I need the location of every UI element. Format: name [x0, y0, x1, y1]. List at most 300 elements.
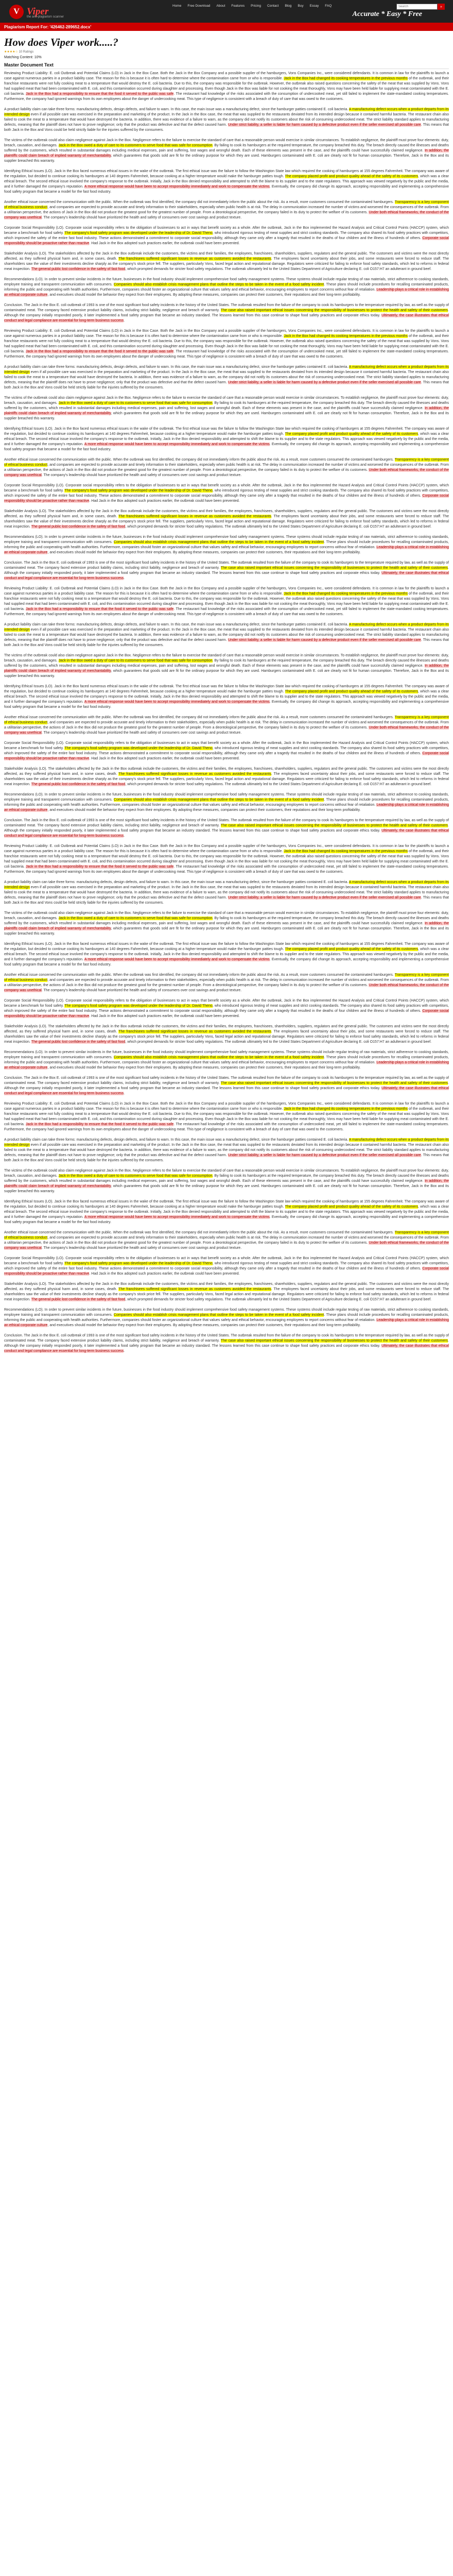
paragraph-text: A product liability claim can take three forms: manufacturing defects, design defects, and failure to warn. In this case, the main issue was a manufacturing defect, since the hamburger patties contained E. coli bacteria.	[4, 880, 349, 884]
paragraph-text: Conclusion. The Jack in the Box E. coli outbreak of 1993 is one of the most significant food safety incidents in the history of the United States. The outbreak resulted from the failure of the company to cook its hamburgers to the temperature required by law, as well as the supply of contaminated meat. The company faced extensive product liability claims, including strict liability, negligence and breach of warranty.	[4, 1076, 449, 1085]
document-paragraph	[4, 200, 449, 221]
paragraph-text: Another ethical issue concerned the communication with the public. When the outbreak was first identified, the company did not immediately inform the public about the risk. As a result, more customers consumed the contaminated hamburgers.	[4, 973, 395, 977]
paragraph-text: . Eventually, the company did change its approach, accepting responsibility and implementing a comprehensive food safety program that became a model for the fast food industry.	[4, 958, 449, 967]
paragraph-text: . The employees faced uncertainty about their jobs, and some restaurants were forced to reduce staff. The shareholders saw the value of their investments decline sharply as the company's stock price fell. The suppliers, particularly Vons, faced legal action and reputational damage. Regulators were criticized for failing to enforce food safety standards, which led to reforms in federal meat inspection.	[4, 515, 449, 529]
site-search	[396, 4, 445, 10]
matched-text-highlight[interactable]: Jack in the Box owed a duty of care to its customers to serve food that was safe for consumption	[58, 401, 213, 405]
paragraph-text: . By failing to cook its hamburgers at the required temperature, the company breached this duty. The breach directly caused the illnesses and deaths suffered by the customers, which resulted in substantial damages including medical expenses, pain and suffering, lost wages and wrongful death. Each of these elements was present in the case, and the plaintiffs could have successfully claimed negligence.	[4, 659, 449, 668]
document-paragraph	[4, 535, 449, 555]
matched-source-highlight[interactable]: Under strict liability, a seller is liable for harm caused by a defective product even if the seller exercised all possible care	[228, 638, 421, 642]
matched-text-highlight[interactable]: Jack in the Box had changed its cooking temperatures in the previous months	[284, 850, 408, 853]
document-paragraph	[4, 107, 449, 133]
matched-source-highlight[interactable]: Jack in the Box had a responsibility to ensure that the food it served to the public was safe	[26, 1123, 174, 1126]
paragraph-text: . Had Jack in the Box adopted such practices earlier, the outbreak could have been prevented.	[89, 499, 240, 503]
paragraph-text: . Although the company initially responded poorly, it later implemented a food safety program that became an industry standard. The lessons learned from this case continue to shape food safety practices and corporate ethics today.	[4, 309, 449, 317]
paragraph-text: . The restaurant had knowledge of the risks associated with the consumption of undercooked meat, yet still failed to implement the state-mandated cooking temperatures. Furthermore, the company had ignored warnings from its own employees about the danger of undercooking meat. This type of negligence is consistent with a breach of duty of care that was owed to the customers.	[4, 1123, 449, 1131]
paragraph-text: . The restaurant had knowledge of the risks associated with the consumption of undercooked meat, yet still failed to implement the state-mandated cooking temperatures. Furthermore, the company had ignored warnings from its own employees about the danger of undercooking meat. This type of negligence is consistent with a breach of duty of care that was owed to the customers.	[4, 607, 449, 616]
paragraph-text: even if all possible care was exercised in the preparation and marketing of the product. In the Jack in the Box case, the meat that was supplied to the restaurants deviated from its intended design because it contained harmful bacteria. The restaurant chain also failed to cook the meat to a temperature that would have destroyed the bacteria. In addition, there was evidence of a failure to warn, as the company did not notify its customers about the risk of consuming undercooked meat. The strict liability standard applies to manufacturing defects, meaning that the plaintiff does not have to prove negligence; only that the product was defective and that the defect caused harm.	[4, 113, 449, 127]
matched-text-highlight[interactable]: The franchisees suffered significant losses in revenue as customers avoided the restaurants	[118, 1030, 271, 1033]
paragraph-text: Recommendations (LO). In order to prevent similar incidents in the future, businesses in the food industry should implement comprehensive food safety management systems. These systems should include regular testing of raw materials, strict adherence to cooking standards, employee training and transparent communication with consumers.	[4, 1050, 449, 1059]
site-logo[interactable]	[9, 2, 48, 22]
paragraph-text: The victims of the outbreak could also claim negligence against Jack in the Box. Negligence refers to the failure to exercise the standard of care that a reasonable person would exercise in similar circumstances. To establish negligence, the plaintiff must prove four elements: duty, breach, causation, and damages.	[4, 1169, 449, 1178]
paragraph-text: Corporate Social Responsibility (LO). Corporate social responsibility refers to the obligation of businesses to act in ways that benefit society as a whole. After the outbreak, Jack in the Box implemented the Hazard Analysis and Critical Control Points (HACCP) system, which became a benchmark for food safety.	[4, 999, 449, 1008]
header-slogan: Accurate * Easy * Free	[352, 10, 422, 18]
paragraph-text: , which guarantees that goods sold are fit for the ordinary purpose for which they are used. Hamburgers contaminated with E. coli are clearly not fit for human consumption. Therefore, Jack in the Box and its supplier breached this warranty.	[4, 1184, 449, 1193]
matched-source-highlight[interactable]: The general public lost confidence in the safety of fast food	[31, 1298, 126, 1301]
document-body	[4, 71, 449, 2576]
matched-source-highlight[interactable]: A more ethical response would have been to accept responsibility immediately and work to compensate the victims	[84, 185, 270, 189]
document-paragraph	[4, 622, 449, 648]
paragraph-text: . This means that both Jack in the Box and Vons could be held strictly liable for the injuries suffered by the consumers.	[4, 638, 449, 647]
paragraph-text: , who introduced rigorous testing of meat supplies and strict cooking standards. The company also shared its food safety practices with competitors, which improved the safety of the entire fast food industry. These actions demonstrated a commitment to corporate social responsibility, although they came only after a tragedy that resulted in the deaths of four children and the illness of hundreds of others.	[4, 747, 449, 755]
paragraph-text: A product liability claim can take three forms: manufacturing defects, design defects, and failure to warn. In this case, the main issue was a manufacturing defect, since the hamburger patties contained E. coli bacteria.	[4, 1138, 349, 1142]
paragraph-text: Conclusion. The Jack in the Box E. coli outbreak of 1993 is one of the most significant food safety incidents in the history of the United States. The outbreak resulted from the failure of the company to cook its hamburgers to the temperature required by law, as well as the supply of contaminated meat. The company faced extensive product liability claims, including strict liability, negligence and breach of warranty.	[4, 303, 449, 312]
paragraph-text: Stakeholder Analysis (LO). The stakeholders affected by the Jack in the Box outbreak include the customers, the victims and their families, the employees, franchisees, shareholders, suppliers, regulators and the general public. The customers and victims were the most directly affected, as they suffered physical harm and, in some cases, death.	[4, 510, 449, 518]
matched-text-highlight[interactable]: Transparency is a key component of ethical business conduct	[4, 200, 449, 209]
nav-link-pricing[interactable]: Pricing	[251, 4, 261, 8]
matched-source-highlight[interactable]: In addition, the plaintiffs could claim breach of implied warranty of merchantability	[4, 664, 449, 673]
matched-text-highlight[interactable]: The company placed profit and product quality ahead of the safety of its customers	[285, 947, 419, 951]
matched-text-highlight[interactable]: Jack in the Box owed a duty of care to its customers to serve food that was safe for consumption	[58, 917, 213, 920]
page-title: How does Viper work.....?	[4, 36, 118, 48]
paragraph-text: The victims of the outbreak could also claim negligence against Jack in the Box. Negligence refers to the failure to exercise the standard of care that a reasonable person would exercise in similar circumstances. To establish negligence, the plaintiff must prove four elements: duty, breach, causation, and damages.	[4, 139, 449, 147]
matched-text-highlight[interactable]: A manufacturing defect occurs when a product departs from its intended design	[4, 623, 449, 632]
paragraph-text: . The company's leadership should have prioritized the health and safety of consumers over cost savings and product texture.	[41, 473, 242, 477]
paragraph-text: . The company's leadership should have prioritized the health and safety of consumers over cost savings and product texture.	[41, 989, 242, 992]
matched-source-highlight[interactable]: The general public lost confidence in the safety of fast food	[31, 267, 126, 271]
paragraph-text: , who introduced rigorous testing of meat supplies and strict cooking standards. The company also shared its food safety practices with competitors, which improved the safety of the entire fast food industry. These actions demonstrated a commitment to corporate social responsibility, although they came only after a tragedy that resulted in the deaths of four children and the illness of hundreds of others.	[4, 489, 449, 498]
matched-text-highlight[interactable]: Jack in the Box owed a duty of care to its customers to serve food that was safe for consumption	[58, 144, 213, 147]
document-paragraph	[4, 973, 449, 993]
matched-text-highlight[interactable]: Companies should also establish crisis management plans that outline the steps to be taken in the event of a food safety incident	[113, 540, 324, 544]
matched-source-highlight[interactable]: Under both ethical frameworks, the conduct of the company was unethical	[4, 1241, 449, 1250]
paragraph-text: . Although the company initially responded poorly, it later implemented a food safety program that became an industry standard. The lessons learned from this case continue to shape food safety practices and corporate ethics today.	[4, 824, 449, 833]
matched-source-highlight[interactable]: Leadership plays a critical role in establishing an ethical corporate culture	[4, 288, 449, 297]
document-paragraph	[4, 653, 449, 679]
matched-source-highlight[interactable]: Under both ethical frameworks, the conduct of the company was unethical	[4, 726, 449, 735]
nav-link-home[interactable]: Home	[172, 4, 182, 8]
paragraph-text: . This means that both Jack in the Box and Vons could be held strictly liable for the injuries suffered by the consumers.	[4, 123, 449, 132]
paragraph-text: .	[124, 1092, 125, 1095]
paragraph-text: . The restaurant had knowledge of the risks associated with the consumption of undercooked meat, yet still failed to implement the state-mandated cooking temperatures. Furthermore, the company had ignored warnings from its own employees about the danger of undercooking meat. This type of negligence is consistent with a breach of duty of care that was owed to the customers.	[4, 350, 449, 359]
document-paragraph	[4, 741, 449, 761]
paragraph-text: , which prompted demands for stricter food safety regulations. The outbreak ultimately led to the United States Department of Agriculture declaring E. coli O157:H7 an adulterant in ground beef.	[125, 783, 432, 786]
matched-source-highlight[interactable]: Corporate social responsibility should be proactive rather than reactive	[4, 236, 449, 245]
paragraph-text: .	[124, 319, 125, 323]
paragraph-text: Reviewing Product Liability: E. coli Outbreak and Potential Claims (LO) in Jack in the Box Case. Both the Jack in the Box Company and a possible supplier of the hamburgers, Vons Companies Inc., were considered defendants. It is common in law for the plaintiffs to launch a case against numerous parties in a product liability case. The reason for this is because it is often hard to determine where the contamination came from or who is responsible.	[4, 329, 449, 338]
report-title-bar: Plagiarism Report For: '426462-289652.docx'	[0, 24, 453, 31]
matched-text-highlight[interactable]: The company placed profit and product quality ahead of the safety of its customers	[285, 432, 419, 436]
matched-text-highlight[interactable]: Companies should also establish crisis management plans that outline the steps to be taken in the event of a food safety incident	[113, 1313, 324, 1317]
paragraph-text: . The restaurant had knowledge of the risks associated with the consumption of undercooked meat, yet still failed to implement the state-mandated cooking temperatures. Furthermore, the company had ignored warnings from its own employees about the danger of undercooking meat. This type of negligence is consistent with a breach of duty of care that was owed to the customers.	[4, 865, 449, 874]
paragraph-text: . Although the company initially responded poorly, it later implemented a food safety program that became an industry standard. The lessons learned from this case continue to shape food safety practices and corporate ethics today.	[4, 566, 449, 575]
matched-source-highlight[interactable]: Ultimately, the case illustrates that ethical conduct and legal compliance are essential for long-term business success	[4, 314, 449, 323]
paragraph-text: . Eventually, the company did change its approach, accepting responsibility and implementing a comprehensive food safety program that became a model for the fast food industry.	[4, 1215, 449, 1224]
matched-text-highlight[interactable]: Jack in the Box had changed its cooking temperatures in the previous months	[284, 334, 408, 338]
paragraph-text: . Had Jack in the Box adopted such practices earlier, the outbreak could have been prevented.	[89, 1272, 240, 1276]
document-paragraph	[4, 1050, 449, 1071]
paragraph-text: , which prompted demands for stricter food safety regulations. The outbreak ultimately led to the United States Department of Agriculture declaring E. coli O157:H7 an adulterant in ground beef.	[125, 1040, 432, 1044]
document-paragraph	[4, 1138, 449, 1163]
paragraph-text: , which prompted demands for stricter food safety regulations. The outbreak ultimately led to the United States Department of Agriculture declaring E. coli O157:H7 an adulterant in ground beef.	[125, 525, 432, 529]
paragraph-text: Stakeholder Analysis (LO). The stakeholders affected by the Jack in the Box outbreak include the customers, the victims and their families, the employees, franchisees, shareholders, suppliers, regulators and the general public. The customers and victims were the most directly affected, as they suffered physical harm and, in some cases, death.	[4, 767, 449, 776]
matched-text-highlight[interactable]: Companies should also establish crisis management plans that outline the steps to be taken in the event of a food safety incident	[113, 283, 324, 286]
matched-text-highlight[interactable]: The case also raised important ethical issues concerning the responsibility of businesses to protect the health and safety of their customers	[220, 566, 448, 570]
paragraph-text: , which prompted demands for stricter food safety regulations. The outbreak ultimately led to the United States Department of Agriculture declaring E. coli O157:H7 an adulterant in ground beef.	[125, 1298, 432, 1301]
paragraph-text: . These plans should include procedures for recalling contaminated products, informing the public and cooperating with health authorities. Furthermore, companies should foster an organizational culture that values safety and ethical behavior, encouraging employees to report concerns without fear of retaliation.	[4, 798, 449, 807]
paragraph-text: . By failing to cook its hamburgers at the required temperature, the company breached this duty. The breach directly caused the illnesses and deaths suffered by the customers, which resulted in substantial damages including medical expenses, pain and suffering, lost wages and wrongful death. Each of these elements was present in the case, and the plaintiffs could have successfully claimed negligence.	[4, 144, 449, 152]
paragraph-text: , and executives should model the behavior they expect from their employees. By adopting these measures, companies can protect their customers, their reputations and their long-term profitability.	[47, 293, 361, 297]
paragraph-text: A product liability claim can take three forms: manufacturing defects, design defects, and failure to warn. In this case, the main issue was a manufacturing defect, since the hamburger patties contained E. coli bacteria.	[4, 365, 349, 369]
document-paragraph	[4, 561, 449, 581]
paragraph-text: Another ethical issue concerned the communication with the public. When the outbreak was first identified, the company did not immediately inform the public about the risk. As a result, more customers consumed the contaminated hamburgers.	[4, 1231, 395, 1234]
document-paragraph	[4, 509, 449, 530]
paragraph-text: of the outbreak, and their franchise restaurants were not fully cooking meat to a temperature that would destroy the E. coli bacteria. Due to this, the company was responsible for the outbreak. However, the outbreak also raised questions concerning the safety of the meat that was supplied by Vons. Vons had supplied meat that had been contaminated with E. coli, and this contamination occurred during slaughter and processing. Even though Jack in the Box was liable for not cooking the meat thoroughly, Vons may have been held liable for supplying meat contaminated with the E. coli bacteria.	[4, 592, 449, 611]
paragraph-text: Corporate Social Responsibility (LO). Corporate social responsibility refers to the obligation of businesses to act in ways that benefit society as a whole. After the outbreak, Jack in the Box implemented the Hazard Analysis and Critical Control Points (HACCP) system, which became a benchmark for food safety.	[4, 1257, 449, 1265]
document-paragraph	[4, 277, 449, 298]
paragraph-text: , and companies are expected to provide accurate and timely information to their stakeholders, especially when public health is at risk. The delay in communication increased the number of victims and worsened the consequences of the outbreak. From a utilitarian perspective, the actions of Jack in the Box did not produce the greatest good for the greatest number of people. From a deontological perspective, the company failed in its duty to protect the welfare of its customers.	[4, 721, 449, 730]
paragraph-text: even if all possible care was exercised in the preparation and marketing of the product. In the Jack in the Box case, the meat that was supplied to the restaurants deviated from its intended design because it contained harmful bacteria. The restaurant chain also failed to cook the meat to a temperature that would have destroyed the bacteria. In addition, there was evidence of a failure to warn, as the company did not notify its customers about the risk of consuming undercooked meat. The strict liability standard applies to manufacturing defects, meaning that the plaintiff does not have to prove negligence; only that the product was defective and that the defect caused harm.	[4, 1143, 449, 1157]
nav-link-buy[interactable]: Buy	[298, 4, 304, 8]
matched-source-highlight[interactable]: Leadership plays a critical role in establishing an ethical corporate culture	[4, 546, 449, 554]
paragraph-text: Conclusion. The Jack in the Box E. coli outbreak of 1993 is one of the most significant food safety incidents in the history of the United States. The outbreak resulted from the failure of the company to cook its hamburgers to the temperature required by law, as well as the supply of contaminated meat. The company faced extensive product liability claims, including strict liability, negligence and breach of warranty.	[4, 1334, 449, 1343]
main-content	[0, 31, 453, 2576]
paragraph-text: .	[124, 1349, 125, 1353]
matched-source-highlight[interactable]: Jack in the Box had a responsibility to ensure that the food it served to the public was safe	[26, 92, 174, 96]
matched-text-highlight[interactable]: Jack in the Box owed a duty of care to its customers to serve food that was safe for consumption	[58, 1174, 213, 1178]
document-paragraph	[4, 1333, 449, 1354]
matched-text-highlight[interactable]: The company's food safety program was developed under the leadership of Dr. David Theno	[64, 1004, 213, 1008]
paragraph-text: . Had Jack in the Box adopted such practices earlier, the outbreak could have been prevented.	[89, 757, 240, 760]
matched-text-highlight[interactable]: Transparency is a key component of ethical business conduct	[4, 458, 449, 467]
paragraph-text: The victims of the outbreak could also claim negligence against Jack in the Box. Negligence refers to the failure to exercise the standard of care that a reasonable person would exercise in similar circumstances. To establish negligence, the plaintiff must prove four elements: duty, breach, causation, and damages.	[4, 396, 449, 405]
matched-text-highlight[interactable]: The company's food safety program was developed under the leadership of Dr. David Theno	[64, 231, 213, 235]
paragraph-text: , and executives should model the behavior they expect from their employees. By adopting these measures, companies can protect their customers, their reputations and their long-term profitability.	[47, 551, 361, 554]
matched-source-highlight[interactable]: Under strict liability, a seller is liable for harm caused by a defective product even if the seller exercised all possible care	[228, 896, 421, 900]
matched-source-highlight[interactable]: A more ethical response would have been to accept responsibility immediately and work to compensate the victims	[84, 958, 270, 961]
paragraph-text: even if all possible care was exercised in the preparation and marketing of the product. In the Jack in the Box case, the meat that was supplied to the restaurants deviated from its intended design because it contained harmful bacteria. The restaurant chain also failed to cook the meat to a temperature that would have destroyed the bacteria. In addition, there was evidence of a failure to warn, as the company did not notify its customers about the risk of consuming undercooked meat. The strict liability standard applies to manufacturing defects, meaning that the plaintiff does not have to prove negligence; only that the product was defective and that the defect caused harm.	[4, 886, 449, 900]
paragraph-text: A product liability claim can take three forms: manufacturing defects, design defects, and failure to warn. In this case, the main issue was a manufacturing defect, since the hamburger patties contained E. coli bacteria.	[4, 623, 349, 626]
rating-stars-icon: ★★★★☆	[4, 50, 18, 54]
document-paragraph	[4, 818, 449, 839]
paragraph-text: Recommendations (LO). In order to prevent similar incidents in the future, businesses in the food industry should implement comprehensive food safety management systems. These systems should include regular testing of raw materials, strict adherence to cooking standards, employee training and transparent communication with consumers.	[4, 1308, 449, 1317]
matched-text-highlight[interactable]: The case also raised important ethical issues concerning the responsibility of businesses to protect the health and safety of their customers	[220, 1339, 448, 1343]
document-paragraph	[4, 1308, 449, 1328]
paragraph-text: Another ethical issue concerned the communication with the public. When the outbreak was first identified, the company did not immediately inform the public about the risk. As a result, more customers consumed the contaminated hamburgers.	[4, 458, 395, 462]
paragraph-text: . Although the company initially responded poorly, it later implemented a food safety program that became an industry standard. The lessons learned from this case continue to shape food safety practices and corporate ethics today.	[4, 1339, 449, 1348]
nav-link-essay[interactable]: Essay	[309, 4, 319, 8]
paragraph-text: Recommendations (LO). In order to prevent similar incidents in the future, businesses in the food industry should implement comprehensive food safety management systems. These systems should include regular testing of raw materials, strict adherence to cooking standards, employee training and transparent communication with consumers.	[4, 793, 449, 802]
paragraph-text: . The employees faced uncertainty about their jobs, and some restaurants were forced to reduce staff. The shareholders saw the value of their investments decline sharply as the company's stock price fell. The suppliers, particularly Vons, faced legal action and reputational damage. Regulators were criticized for failing to enforce food safety standards, which led to reforms in federal meat inspection.	[4, 1287, 449, 1301]
nav-link-contact[interactable]: Contact	[267, 4, 279, 8]
document-paragraph	[4, 457, 449, 478]
document-paragraph	[4, 138, 449, 164]
matched-source-highlight[interactable]: A more ethical response would have been to accept responsibility immediately and work to compensate the victims	[84, 443, 270, 446]
paragraph-text: Reviewing Product Liability: E. coli Outbreak and Potential Claims (LO) in Jack in the Box Case. Both the Jack in the Box Company and a possible supplier of the hamburgers, Vons Companies Inc., were considered defendants. It is common in law for the plaintiffs to launch a case against numerous parties in a product liability case. The reason for this is because it is often hard to determine where the contamination came from or who is responsible.	[4, 1102, 449, 1111]
matched-source-highlight[interactable]: Leadership plays a critical role in establishing an ethical corporate culture	[4, 803, 449, 812]
paragraph-text: . These plans should include procedures for recalling contaminated products, informing the public and cooperating with health authorities. Furthermore, companies should foster an organizational culture that values safety and ethical behavior, encouraging employees to report concerns without fear of retaliation.	[4, 283, 449, 292]
paragraph-text: , and executives should model the behavior they expect from their employees. By adopting these measures, companies can protect their customers, their reputations and their long-term profitability.	[47, 1066, 361, 1070]
matched-source-highlight[interactable]: Leadership plays a critical role in establishing an ethical corporate culture	[4, 1061, 449, 1070]
matched-source-highlight[interactable]: Ultimately, the case illustrates that ethical conduct and legal compliance are essential for long-term business success	[4, 571, 449, 580]
matched-text-highlight[interactable]: A manufacturing defect occurs when a product departs from its intended design	[4, 1138, 449, 1147]
paragraph-text: Another ethical issue concerned the communication with the public. When the outbreak was first identified, the company did not immediately inform the public about the risk. As a result, more customers consumed the contaminated hamburgers.	[4, 716, 395, 719]
paragraph-text: Conclusion. The Jack in the Box E. coli outbreak of 1993 is one of the most significant food safety incidents in the history of the United States. The outbreak resulted from the failure of the company to cook its hamburgers to the temperature required by law, as well as the supply of contaminated meat. The company faced extensive product liability claims, including strict liability, negligence and breach of warranty.	[4, 561, 449, 570]
matched-text-highlight[interactable]: Jack in the Box owed a duty of care to its customers to serve food that was safe for consumption	[58, 659, 213, 663]
paragraph-text: Recommendations (LO). In order to prevent similar incidents in the future, businesses in the food industry should implement comprehensive food safety management systems. These systems should include regular testing of raw materials, strict adherence to cooking standards, employee training and transparent communication with consumers.	[4, 278, 449, 286]
paragraph-text: .	[124, 834, 125, 838]
paragraph-text: . This means that both Jack in the Box and Vons could be held strictly liable for the injuries suffered by the consumers.	[4, 381, 449, 389]
paragraph-text: , which was a clear ethical breach. The second ethical issue involved the company's response to the outbreak. Initially, Jack in the Box denied responsibility and attempted to shift the blame to its supplier and to the state regulators. This approach was viewed negatively by the public and the media, and it further damaged the company's reputation.	[4, 432, 449, 446]
matched-source-highlight[interactable]: Under strict liability, a seller is liable for harm caused by a defective product even if the seller exercised all possible care	[228, 381, 421, 384]
paragraph-text: . The restaurant had knowledge of the risks associated with the consumption of undercooked meat, yet still failed to implement the state-mandated cooking temperatures. Furthermore, the company had ignored warnings from its own employees about the danger of undercooking meat. This type of negligence is consistent with a breach of duty of care that was owed to the customers.	[4, 92, 449, 101]
paragraph-text: . Eventually, the company did change its approach, accepting responsibility and implementing a comprehensive food safety program that became a model for the fast food industry.	[4, 185, 449, 194]
paragraph-text: . These plans should include procedures for recalling contaminated products, informing the public and cooperating with health authorities. Furthermore, companies should foster an organizational culture that values safety and ethical behavior, encouraging employees to report concerns without fear of retaliation.	[4, 1313, 449, 1322]
matching-content	[4, 56, 449, 59]
paragraph-text: . These plans should include procedures for recalling contaminated products, informing the public and cooperating with health authorities. Furthermore, companies should foster an organizational culture that values safety and ethical behavior, encouraging employees to report concerns without fear of retaliation.	[4, 1056, 449, 1064]
paragraph-text: Stakeholder Analysis (LO). The stakeholders affected by the Jack in the Box outbreak include the customers, the victims and their families, the employees, franchisees, shareholders, suppliers, regulators and the general public. The customers and victims were the most directly affected, as they suffered physical harm and, in some cases, death.	[4, 1282, 449, 1291]
matched-text-highlight[interactable]: The case also raised important ethical issues concerning the responsibility of businesses to protect the health and safety of their customers	[220, 1081, 448, 1085]
paragraph-text: Corporate Social Responsibility (LO). Corporate social responsibility refers to the obligation of businesses to act in ways that benefit society as a whole. After the outbreak, Jack in the Box implemented the Hazard Analysis and Critical Control Points (HACCP) system, which became a benchmark for food safety.	[4, 226, 449, 235]
paragraph-text: , which guarantees that goods sold are fit for the ordinary purpose for which they are used. Hamburgers contaminated with E. coli are clearly not fit for human consumption. Therefore, Jack in the Box and its supplier breached this warranty.	[4, 154, 449, 163]
matched-text-highlight[interactable]: The company's food safety program was developed under the leadership of Dr. David Theno	[64, 747, 213, 750]
paragraph-text: . The employees faced uncertainty about their jobs, and some restaurants were forced to reduce staff. The shareholders saw the value of their investments decline sharply as the company's stock price fell. The suppliers, particularly Vons, faced legal action and reputational damage. Regulators were criticized for failing to enforce food safety standards, which led to reforms in federal meat inspection.	[4, 257, 449, 271]
paragraph-text: even if all possible care was exercised in the preparation and marketing of the product. In the Jack in the Box case, the meat that was supplied to the restaurants deviated from its intended design because it contained harmful bacteria. The restaurant chain also failed to cook the meat to a temperature that would have destroyed the bacteria. In addition, there was evidence of a failure to warn, as the company did not notify its customers about the risk of consuming undercooked meat. The strict liability standard applies to manufacturing defects, meaning that the plaintiff does not have to prove negligence; only that the product was defective and that the defect caused harm.	[4, 370, 449, 384]
site-header	[0, 0, 453, 24]
top-navigation	[170, 3, 334, 9]
document-paragraph	[4, 483, 449, 504]
document-paragraph	[4, 942, 449, 968]
matched-text-highlight[interactable]: The case also raised important ethical issues concerning the responsibility of businesses to protect the health and safety of their customers	[220, 824, 448, 827]
matched-text-highlight[interactable]: The case also raised important ethical issues concerning the responsibility of businesses to protect the health and safety of their customers	[220, 309, 448, 312]
paragraph-text: . Although the company initially responded poorly, it later implemented a food safety program that became an industry standard. The lessons learned from this case continue to shape food safety practices and corporate ethics today.	[4, 1081, 449, 1090]
paragraph-text: . Eventually, the company did change its approach, accepting responsibility and implementing a comprehensive food safety program that became a model for the fast food industry.	[4, 443, 449, 451]
matched-source-highlight[interactable]: In addition, the plaintiffs could claim breach of implied warranty of merchantability	[4, 149, 449, 158]
document-paragraph	[4, 767, 449, 787]
nav-link-about[interactable]: About	[216, 4, 225, 8]
document-paragraph	[4, 880, 449, 906]
paragraph-text: , which guarantees that goods sold are fit for the ordinary purpose for which they are used. Hamburgers contaminated with E. coli are clearly not fit for human consumption. Therefore, Jack in the Box and its supplier breached this warranty.	[4, 927, 449, 936]
paragraph-text: Stakeholder Analysis (LO). The stakeholders affected by the Jack in the Box outbreak include the customers, the victims and their families, the employees, franchisees, shareholders, suppliers, regulators and the general public. The customers and victims were the most directly affected, as they suffered physical harm and, in some cases, death.	[4, 1025, 449, 1033]
matched-source-highlight[interactable]: Corporate social responsibility should be proactive rather than reactive	[4, 752, 449, 760]
document-paragraph	[4, 169, 449, 195]
matched-text-highlight[interactable]: The franchisees suffered significant losses in revenue as customers avoided the restaurants	[118, 1287, 271, 1291]
matched-text-highlight[interactable]: Jack in the Box had changed its cooking temperatures in the previous months	[284, 592, 408, 596]
search-button[interactable]: »	[438, 4, 445, 10]
paragraph-text: A product liability claim can take three forms: manufacturing defects, design defects, and failure to warn. In this case, the main issue was a manufacturing defect, since the hamburger patties contained E. coli bacteria.	[4, 108, 349, 111]
matched-text-highlight[interactable]: The company's food safety program was developed under the leadership of Dr. David Theno	[64, 489, 213, 493]
paragraph-text: . By failing to cook its hamburgers at the required temperature, the company breached this duty. The breach directly caused the illnesses and deaths suffered by the customers, which resulted in substantial damages including medical expenses, pain and suffering, lost wages and wrongful death. Each of these elements was present in the case, and the plaintiffs could have successfully claimed negligence.	[4, 1174, 449, 1183]
paragraph-text: Corporate Social Responsibility (LO). Corporate social responsibility refers to the obligation of businesses to act in ways that benefit society as a whole. After the outbreak, Jack in the Box implemented the Hazard Analysis and Critical Control Points (HACCP) system, which became a benchmark for food safety.	[4, 741, 449, 750]
paragraph-text: Conclusion. The Jack in the Box E. coli outbreak of 1993 is one of the most significant food safety incidents in the history of the United States. The outbreak resulted from the failure of the company to cook its hamburgers to the temperature required by law, as well as the supply of contaminated meat. The company faced extensive product liability claims, including strict liability, negligence and breach of warranty.	[4, 819, 449, 827]
rating-text: 10 Ratings	[19, 50, 34, 54]
document-paragraph	[4, 226, 449, 246]
matched-source-highlight[interactable]: Under strict liability, a seller is liable for harm caused by a defective product even if the seller exercised all possible care	[228, 123, 421, 127]
logo-badge-icon: V	[9, 5, 24, 19]
matched-source-highlight[interactable]: Under strict liability, a seller is liable for harm caused by a defective product even if the seller exercised all possible care	[228, 1154, 421, 1157]
paragraph-text: Reviewing Product Liability: E. coli Outbreak and Potential Claims (LO) in Jack in the Box Case. Both the Jack in the Box Company and a possible supplier of the hamburgers, Vons Companies Inc., were considered defendants. It is common in law for the plaintiffs to launch a case against numerous parties in a product liability case. The reason for this is because it is often hard to determine where the contamination came from or who is responsible.	[4, 844, 449, 853]
nav-link-blog[interactable]: Blog	[285, 4, 292, 8]
document-paragraph	[4, 911, 449, 937]
paragraph-text: even if all possible care was exercised in the preparation and marketing of the product. In the Jack in the Box case, the meat that was supplied to the restaurants deviated from its intended design because it contained harmful bacteria. The restaurant chain also failed to cook the meat to a temperature that would have destroyed the bacteria. In addition, there was evidence of a failure to warn, as the company did not notify its customers about the risk of consuming undercooked meat. The strict liability standard applies to manufacturing defects, meaning that the plaintiff does not have to prove negligence; only that the product was defective and that the defect caused harm.	[4, 628, 449, 642]
document-paragraph	[4, 844, 449, 875]
paragraph-text: . The employees faced uncertainty about their jobs, and some restaurants were forced to reduce staff. The shareholders saw the value of their investments decline sharply as the company's stock price fell. The suppliers, particularly Vons, faced legal action and reputational damage. Regulators were criticized for failing to enforce food safety standards, which led to reforms in federal meat inspection.	[4, 1030, 449, 1044]
paragraph-text: . By failing to cook its hamburgers at the required temperature, the company breached this duty. The breach directly caused the illnesses and deaths suffered by the customers, which resulted in substantial damages including medical expenses, pain and suffering, lost wages and wrongful death. Each of these elements was present in the case, and the plaintiffs could have successfully claimed negligence.	[4, 917, 449, 925]
matched-source-highlight[interactable]: In addition, the plaintiffs could claim breach of implied warranty of merchantability	[4, 922, 449, 930]
paragraph-text: . These plans should include procedures for recalling contaminated products, informing the public and cooperating with health authorities. Furthermore, companies should foster an organizational culture that values safety and ethical behavior, encouraging employees to report concerns without fear of retaliation.	[4, 540, 449, 549]
paragraph-text: , who introduced rigorous testing of meat supplies and strict cooking standards. The company also shared its food safety practices with competitors, which improved the safety of the entire fast food industry. These actions demonstrated a commitment to corporate social responsibility, although they came only after a tragedy that resulted in the deaths of four children and the illness of hundreds of others.	[4, 1004, 449, 1013]
paragraph-text: , which guarantees that goods sold are fit for the ordinary purpose for which they are used. Hamburgers contaminated with E. coli are clearly not fit for human consumption. Therefore, Jack in the Box and its supplier breached this warranty.	[4, 412, 449, 420]
paragraph-text: Recommendations (LO). In order to prevent similar incidents in the future, businesses in the food industry should implement comprehensive food safety management systems. These systems should include regular testing of raw materials, strict adherence to cooking standards, employee training and transparent communication with consumers.	[4, 535, 449, 544]
matched-source-highlight[interactable]: Corporate social responsibility should be proactive rather than reactive	[4, 1009, 449, 1018]
paragraph-text: , which was a clear ethical breach. The second ethical issue involved the company's response to the outbreak. Initially, Jack in the Box denied responsibility and attempted to shift the blame to its supplier and to the state regulators. This approach was viewed negatively by the public and the media, and it further damaged the company's reputation.	[4, 1205, 449, 1219]
paragraph-text: The victims of the outbreak could also claim negligence against Jack in the Box. Negligence refers to the failure to exercise the standard of care that a reasonable person would exercise in similar circumstances. To establish negligence, the plaintiff must prove four elements: duty, breach, causation, and damages.	[4, 911, 449, 920]
matched-text-highlight[interactable]: The company's food safety program was developed under the leadership of Dr. David Theno	[64, 1262, 213, 1265]
matched-text-highlight[interactable]: Jack in the Box had changed its cooking temperatures in the previous months	[284, 77, 408, 80]
paragraph-text: , and companies are expected to provide accurate and timely information to their stakeholders, especially when public health is at risk. The delay in communication increased the number of victims and worsened the consequences of the outbreak. From a utilitarian perspective, the actions of Jack in the Box did not produce the greatest good for the greatest number of people. From a deontological perspective, the company failed in its duty to protect the welfare of its customers.	[4, 463, 449, 472]
document-paragraph	[4, 1168, 449, 1194]
paragraph-text: Identifying Ethical Issues (LO). Jack in the Box faced numerous ethical issues in the wake of the outbreak. The first ethical issue was the failure to follow the Washington State law which required the cooking of hamburgers at 155 degrees Fahrenheit. The company was aware of the regulation, but decided to continue cooking its hamburgers at 140 degrees Fahrenheit, because cooking at a higher temperature would make the hamburger patties tough.	[4, 1200, 449, 1209]
paragraph-text: . The company's leadership should have prioritized the health and safety of consumers over cost savings and product texture.	[41, 216, 242, 219]
nav-link-faq[interactable]: FAQ	[325, 4, 332, 8]
paragraph-text: , who introduced rigorous testing of meat supplies and strict cooking standards. The company also shared its food safety practices with competitors, which improved the safety of the entire fast food industry. These actions demonstrated a commitment to corporate social responsibility, although they came only after a tragedy that resulted in the deaths of four children and the illness of hundreds of others.	[4, 231, 449, 240]
matched-source-highlight[interactable]: Under both ethical frameworks, the conduct of the company was unethical	[4, 468, 449, 477]
paragraph-text: . The company's leadership should have prioritized the health and safety of consumers over cost savings and product texture.	[41, 1246, 242, 1250]
matched-source-highlight[interactable]: Under both ethical frameworks, the conduct of the company was unethical	[4, 211, 449, 219]
paragraph-text: . Had Jack in the Box adopted such practices earlier, the outbreak could have been prevented.	[89, 242, 240, 245]
document-paragraph	[4, 1230, 449, 1251]
document-paragraph	[4, 998, 449, 1019]
matched-source-highlight[interactable]: Corporate social responsibility should be proactive rather than reactive	[4, 1267, 449, 1276]
matched-source-highlight[interactable]: A more ethical response would have been to accept responsibility immediately and work to compensate the victims	[84, 700, 270, 704]
paragraph-text: Another ethical issue concerned the communication with the public. When the outbreak was first identified, the company did not immediately inform the public about the risk. As a result, more customers consumed the contaminated hamburgers.	[4, 200, 395, 204]
matched-text-highlight[interactable]: The company placed profit and product quality ahead of the safety of its customers	[285, 1205, 419, 1209]
matched-text-highlight[interactable]: Jack in the Box had changed its cooking temperatures in the previous months	[284, 1107, 408, 1111]
paragraph-text: Identifying Ethical Issues (LO). Jack in the Box faced numerous ethical issues in the wake of the outbreak. The first ethical issue was the failure to follow the Washington State law which required the cooking of hamburgers at 155 degrees Fahrenheit. The company was aware of the regulation, but decided to continue cooking its hamburgers at 140 degrees Fahrenheit, because cooking at a higher temperature would make the hamburger patties tough.	[4, 685, 449, 693]
matching-value: 10%	[34, 56, 42, 59]
search-input[interactable]	[396, 4, 438, 10]
paragraph-text: , which guarantees that goods sold are fit for the ordinary purpose for which they are used. Hamburgers contaminated with E. coli are clearly not fit for human consumption. Therefore, Jack in the Box and its supplier breached this warranty.	[4, 669, 449, 678]
paragraph-text: . Had Jack in the Box adopted such practices earlier, the outbreak could have been prevented.	[89, 1014, 240, 1018]
matched-source-highlight[interactable]: Jack in the Box had a responsibility to ensure that the food it served to the public was safe	[26, 865, 174, 869]
matched-text-highlight[interactable]: The franchisees suffered significant losses in revenue as customers avoided the restaurants	[118, 772, 271, 776]
paragraph-text: . The employees faced uncertainty about their jobs, and some restaurants were forced to reduce staff. The shareholders saw the value of their investments decline sharply as the company's stock price fell. The suppliers, particularly Vons, faced legal action and reputational damage. Regulators were criticized for failing to enforce food safety standards, which led to reforms in federal meat inspection.	[4, 772, 449, 786]
matched-source-highlight[interactable]: Ultimately, the case illustrates that ethical conduct and legal compliance are essential for long-term business success	[4, 829, 449, 838]
paragraph-text: , which was a clear ethical breach. The second ethical issue involved the company's response to the outbreak. Initially, Jack in the Box denied responsibility and attempted to shift the blame to its supplier and to the state regulators. This approach was viewed negatively by the public and the media, and it further damaged the company's reputation.	[4, 947, 449, 961]
paragraph-text: Identifying Ethical Issues (LO). Jack in the Box faced numerous ethical issues in the wake of the outbreak. The first ethical issue was the failure to follow the Washington State law which required the cooking of hamburgers at 155 degrees Fahrenheit. The company was aware of the regulation, but decided to continue cooking its hamburgers at 140 degrees Fahrenheit, because cooking at a higher temperature would make the hamburger patties tough.	[4, 942, 449, 951]
rating	[4, 50, 449, 54]
paragraph-text: Identifying Ethical Issues (LO). Jack in the Box faced numerous ethical issues in the wake of the outbreak. The first ethical issue was the failure to follow the Washington State law which required the cooking of hamburgers at 155 degrees Fahrenheit. The company was aware of the regulation, but decided to continue cooking its hamburgers at 140 degrees Fahrenheit, because cooking at a higher temperature would make the hamburger patties tough.	[4, 427, 449, 436]
paragraph-text: , and executives should model the behavior they expect from their employees. By adopting these measures, companies can protect their customers, their reputations and their long-term profitability.	[47, 808, 361, 812]
paragraph-text: Identifying Ethical Issues (LO). Jack in the Box faced numerous ethical issues in the wake of the outbreak. The first ethical issue was the failure to follow the Washington State law which required the cooking of hamburgers at 155 degrees Fahrenheit. The company was aware of the regulation, but decided to continue cooking its hamburgers at 140 degrees Fahrenheit, because cooking at a higher temperature would make the hamburger patties tough.	[4, 170, 449, 178]
document-paragraph	[4, 586, 449, 617]
matched-text-highlight[interactable]: The company placed profit and product quality ahead of the safety of its customers	[285, 690, 419, 693]
matched-text-highlight[interactable]: The company placed profit and product quality ahead of the safety of its customers	[285, 175, 419, 178]
matched-text-highlight[interactable]: Transparency is a key component of ethical business conduct	[4, 973, 449, 982]
document-paragraph	[4, 792, 449, 813]
paragraph-text: of the outbreak, and their franchise restaurants were not fully cooking meat to a temperature that would destroy the E. coli bacteria. Due to this, the company was responsible for the outbreak. However, the outbreak also raised questions concerning the safety of the meat that was supplied by Vons. Vons had supplied meat that had been contaminated with E. coli, and this contamination occurred during slaughter and processing. Even though Jack in the Box was liable for not cooking the meat thoroughly, Vons may have been held liable for supplying meat contaminated with the E. coli bacteria.	[4, 1107, 449, 1126]
paragraph-text: Reviewing Product Liability: E. coli Outbreak and Potential Claims (LO) in Jack in the Box Case. Both the Jack in the Box Company and a possible supplier of the hamburgers, Vons Companies Inc., were considered defendants. It is common in law for the plaintiffs to launch a case against numerous parties in a product liability case. The reason for this is because it is often hard to determine where the contamination came from or who is responsible.	[4, 587, 449, 596]
matched-text-highlight[interactable]: Companies should also establish crisis management plans that outline the steps to be taken in the event of a food safety incident	[113, 1056, 324, 1059]
paragraph-text: of the outbreak, and their franchise restaurants were not fully cooking meat to a temperature that would destroy the E. coli bacteria. Due to this, the company was responsible for the outbreak. However, the outbreak also raised questions concerning the safety of the meat that was supplied by Vons. Vons had supplied meat that had been contaminated with E. coli, and this contamination occurred during slaughter and processing. Even though Jack in the Box was liable for not cooking the meat thoroughly, Vons may have been held liable for supplying meat contaminated with the E. coli bacteria.	[4, 77, 449, 96]
matched-source-highlight[interactable]: Ultimately, the case illustrates that ethical conduct and legal compliance are essential for long-term business success	[4, 1087, 449, 1095]
paragraph-text: , which was a clear ethical breach. The second ethical issue involved the company's response to the outbreak. Initially, Jack in the Box denied responsibility and attempted to shift the blame to its supplier and to the state regulators. This approach was viewed negatively by the public and the media, and it further damaged the company's reputation.	[4, 175, 449, 189]
matched-source-highlight[interactable]: In addition, the plaintiffs could claim breach of implied warranty of merchantability	[4, 1179, 449, 1188]
matched-text-highlight[interactable]: Companies should also establish crisis management plans that outline the steps to be taken in the event of a food safety incident	[113, 798, 324, 802]
document-paragraph	[4, 365, 449, 391]
paragraph-text: of the outbreak, and their franchise restaurants were not fully cooking meat to a temperature that would destroy the E. coli bacteria. Due to this, the company was responsible for the outbreak. However, the outbreak also raised questions concerning the safety of the meat that was supplied by Vons. Vons had supplied meat that had been contaminated with E. coli, and this contamination occurred during slaughter and processing. Even though Jack in the Box was liable for not cooking the meat thoroughly, Vons may have been held liable for supplying meat contaminated with the E. coli bacteria.	[4, 850, 449, 869]
document-paragraph	[4, 1282, 449, 1302]
matched-source-highlight[interactable]: The general public lost confidence in the safety of fast food	[31, 1040, 126, 1044]
matched-source-highlight[interactable]: The general public lost confidence in the safety of fast food	[31, 525, 126, 529]
matched-source-highlight[interactable]: A more ethical response would have been to accept responsibility immediately and work to compensate the victims	[84, 1215, 270, 1219]
paragraph-text: . This means that both Jack in the Box and Vons could be held strictly liable for the injuries suffered by the consumers.	[4, 1154, 449, 1162]
matched-text-highlight[interactable]: A manufacturing defect occurs when a product departs from its intended design	[4, 108, 449, 116]
paragraph-text: , which prompted demands for stricter food safety regulations. The outbreak ultimately led to the United States Department of Agriculture declaring E. coli O157:H7 an adulterant in ground beef.	[125, 267, 432, 271]
paragraph-text: , and companies are expected to provide accurate and timely information to their stakeholders, especially when public health is at risk. The delay in communication increased the number of victims and worsened the consequences of the outbreak. From a utilitarian perspective, the actions of Jack in the Box did not produce the greatest good for the greatest number of people. From a deontological perspective, the company failed in its duty to protect the welfare of its customers.	[4, 1236, 449, 1245]
document-paragraph	[4, 1256, 449, 1277]
document-paragraph	[4, 684, 449, 710]
document-paragraph	[4, 1199, 449, 1225]
matched-source-highlight[interactable]: Ultimately, the case illustrates that ethical conduct and legal compliance are essential for long-term business success	[4, 1344, 449, 1353]
document-paragraph	[4, 251, 449, 272]
matched-source-highlight[interactable]: Jack in the Box had a responsibility to ensure that the food it served to the public was safe	[26, 350, 174, 353]
paragraph-text: , and executives should model the behavior they expect from their employees. By adopting these measures, companies can protect their customers, their reputations and their long-term profitability.	[47, 1324, 361, 1327]
document-paragraph	[4, 329, 449, 360]
matched-source-highlight[interactable]: The general public lost confidence in the safety of fast food	[31, 783, 126, 786]
paragraph-text: .	[124, 577, 125, 580]
paragraph-text: , and companies are expected to provide accurate and timely information to their stakeholders, especially when public health is at risk. The delay in communication increased the number of victims and worsened the consequences of the outbreak. From a utilitarian perspective, the actions of Jack in the Box did not produce the greatest good for the greatest number of people. From a deontological perspective, the company failed in its duty to protect the welfare of its customers.	[4, 206, 449, 214]
paragraph-text: The victims of the outbreak could also claim negligence against Jack in the Box. Negligence refers to the failure to exercise the standard of care that a reasonable person would exercise in similar circumstances. To establish negligence, the plaintiff must prove four elements: duty, breach, causation, and damages.	[4, 654, 449, 663]
paragraph-text: . This means that both Jack in the Box and Vons could be held strictly liable for the injuries suffered by the consumers.	[4, 896, 449, 905]
matched-source-highlight[interactable]: Leadership plays a critical role in establishing an ethical corporate culture	[4, 1318, 449, 1327]
matching-label: Matching Content:	[4, 56, 33, 59]
paragraph-text: Stakeholder Analysis (LO). The stakeholders affected by the Jack in the Box outbreak include the customers, the victims and their families, the employees, franchisees, shareholders, suppliers, regulators and the general public. The customers and victims were the most directly affected, as they suffered physical harm and, in some cases, death.	[4, 252, 449, 261]
matched-text-highlight[interactable]: The franchisees suffered significant losses in revenue as customers avoided the restaurants	[118, 257, 271, 261]
document-paragraph	[4, 1101, 449, 1132]
paragraph-text: Reviewing Product Liability: E. coli Outbreak and Potential Claims (LO) in Jack in the Box Case. Both the Jack in the Box Company and a possible supplier of the hamburgers, Vons Companies Inc., were considered defendants. It is common in law for the plaintiffs to launch a case against numerous parties in a product liability case. The reason for this is because it is often hard to determine where the contamination came from or who is responsible.	[4, 72, 449, 80]
matched-source-highlight[interactable]: Jack in the Box had a responsibility to ensure that the food it served to the public was safe	[26, 607, 174, 611]
matched-text-highlight[interactable]: The franchisees suffered significant losses in revenue as customers avoided the restaurants	[118, 515, 271, 518]
logo-tagline: the anti-plagiarism scanner	[27, 15, 64, 19]
logo-name: Viper	[27, 6, 49, 17]
paragraph-text: Corporate Social Responsibility (LO). Corporate social responsibility refers to the obligation of businesses to act in ways that benefit society as a whole. After the outbreak, Jack in the Box implemented the Hazard Analysis and Critical Control Points (HACCP) system, which became a benchmark for food safety.	[4, 484, 449, 493]
matched-source-highlight[interactable]: Corporate social responsibility should be proactive rather than reactive	[4, 494, 449, 503]
nav-link-free-download[interactable]: Free Download	[187, 4, 211, 8]
paragraph-text: . Eventually, the company did change its approach, accepting responsibility and implementing a comprehensive food safety program that became a model for the fast food industry.	[4, 700, 449, 709]
document-paragraph	[4, 427, 449, 452]
matched-text-highlight[interactable]: Transparency is a key component of ethical business conduct	[4, 1231, 449, 1240]
document-paragraph	[4, 715, 449, 736]
paragraph-text: , and companies are expected to provide accurate and timely information to their stakeholders, especially when public health is at risk. The delay in communication increased the number of victims and worsened the consequences of the outbreak. From a utilitarian perspective, the actions of Jack in the Box did not produce the greatest good for the greatest number of people. From a deontological perspective, the company failed in its duty to protect the welfare of its customers.	[4, 978, 449, 987]
document-heading: Master Document Text	[4, 62, 449, 69]
paragraph-text: , which was a clear ethical breach. The second ethical issue involved the company's response to the outbreak. Initially, Jack in the Box denied responsibility and attempted to shift the blame to its supplier and to the state regulators. This approach was viewed negatively by the public and the media, and it further damaged the company's reputation.	[4, 690, 449, 704]
paragraph-text: . The company's leadership should have prioritized the health and safety of consumers over cost savings and product texture.	[41, 731, 242, 735]
document-paragraph	[4, 71, 449, 102]
matched-text-highlight[interactable]: A manufacturing defect occurs when a product departs from its intended design	[4, 880, 449, 889]
document-paragraph	[4, 1024, 449, 1045]
paragraph-text: of the outbreak, and their franchise restaurants were not fully cooking meat to a temperature that would destroy the E. coli bacteria. Due to this, the company was responsible for the outbreak. However, the outbreak also raised questions concerning the safety of the meat that was supplied by Vons. Vons had supplied meat that had been contaminated with E. coli, and this contamination occurred during slaughter and processing. Even though Jack in the Box was liable for not cooking the meat thoroughly, Vons may have been held liable for supplying meat contaminated with the E. coli bacteria.	[4, 334, 449, 353]
nav-link-features[interactable]: Features	[231, 4, 245, 8]
matched-source-highlight[interactable]: In addition, the plaintiffs could claim breach of implied warranty of merchantability	[4, 406, 449, 415]
paragraph-text: , who introduced rigorous testing of meat supplies and strict cooking standards. The company also shared its food safety practices with competitors, which improved the safety of the entire fast food industry. These actions demonstrated a commitment to corporate social responsibility, although they came only after a tragedy that resulted in the deaths of four children and the illness of hundreds of others.	[4, 1262, 449, 1270]
document-paragraph	[4, 1076, 449, 1096]
matched-text-highlight[interactable]: A manufacturing defect occurs when a product departs from its intended design	[4, 365, 449, 374]
document-paragraph	[4, 396, 449, 421]
matched-source-highlight[interactable]: Under both ethical frameworks, the conduct of the company was unethical	[4, 984, 449, 992]
matched-text-highlight[interactable]: Transparency is a key component of ethical business conduct	[4, 716, 449, 724]
document-paragraph	[4, 303, 449, 324]
